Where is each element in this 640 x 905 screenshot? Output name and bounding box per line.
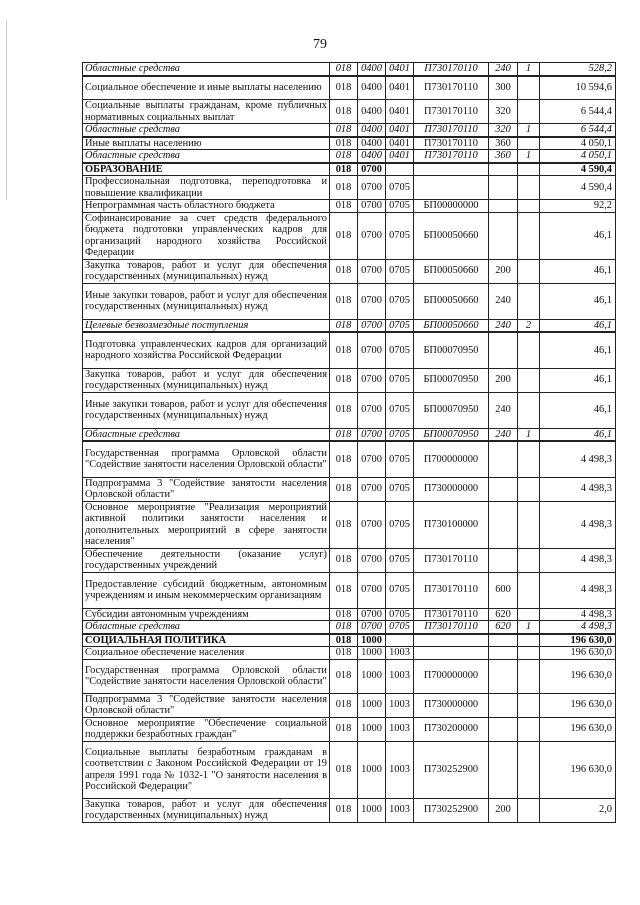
row-source-code	[518, 572, 540, 608]
row-source-code: 1	[518, 63, 540, 76]
row-expense-type: 360	[489, 150, 518, 163]
row-ved-code: 018	[330, 608, 358, 621]
row-target-code	[414, 163, 489, 176]
row-source-code	[518, 100, 540, 124]
row-amount: 4 050,1	[540, 137, 616, 150]
table-row	[83, 332, 616, 368]
row-source-code	[518, 200, 540, 213]
row-section-code: 0700	[358, 368, 386, 392]
table-row	[83, 659, 616, 693]
row-subsection-code: 1003	[386, 693, 414, 717]
row-target-code: П730170110	[414, 100, 489, 124]
row-section-code: 0400	[358, 137, 386, 150]
table-row	[83, 283, 616, 319]
row-section-code: 1000	[358, 659, 386, 693]
table-row	[83, 621, 616, 634]
row-subsection-code: 0705	[386, 319, 414, 332]
row-target-code: БП00070950	[414, 332, 489, 368]
table-row	[83, 212, 616, 259]
row-subsection-code: 0401	[386, 76, 414, 100]
row-name: Закупка товаров, работ и услуг для обеспечения государственных (муниципальных) нужд	[83, 259, 330, 283]
row-name: Иные выплаты населению	[83, 137, 330, 150]
row-ved-code: 018	[330, 798, 358, 822]
row-name: ОБРАЗОВАНИЕ	[83, 163, 330, 176]
row-section-code: 0700	[358, 608, 386, 621]
row-section-code: 0700	[358, 176, 386, 200]
table-row	[83, 176, 616, 200]
row-target-code: П730170110	[414, 137, 489, 150]
row-subsection-code: 0401	[386, 137, 414, 150]
row-amount: 196 630,0	[540, 741, 616, 798]
row-subsection-code: 0705	[386, 621, 414, 634]
row-source-code	[518, 798, 540, 822]
table-row	[83, 63, 616, 76]
row-subsection-code: 0705	[386, 259, 414, 283]
row-source-code: 1	[518, 428, 540, 441]
row-target-code: П730200000	[414, 717, 489, 741]
table-row	[83, 259, 616, 283]
row-section-code: 1000	[358, 647, 386, 660]
row-section-code: 0700	[358, 392, 386, 428]
row-name: Целевые безвозмездные поступления	[83, 319, 330, 332]
table-row	[83, 798, 616, 822]
row-target-code: П700000000	[414, 659, 489, 693]
row-section-code: 1000	[358, 634, 386, 647]
row-ved-code: 018	[330, 428, 358, 441]
row-amount: 46,1	[540, 368, 616, 392]
row-expense-type: 240	[489, 63, 518, 76]
row-name: Иные закупки товаров, работ и услуг для обеспечения государственных (муниципальных) нужд	[83, 283, 330, 319]
row-section-code: 1000	[358, 798, 386, 822]
row-subsection-code: 0705	[386, 572, 414, 608]
row-amount: 92,2	[540, 200, 616, 213]
row-section-code: 0700	[358, 428, 386, 441]
row-target-code: П730170110	[414, 621, 489, 634]
row-section-code: 0400	[358, 150, 386, 163]
table-row	[83, 76, 616, 100]
row-target-code: П730000000	[414, 693, 489, 717]
row-ved-code: 018	[330, 200, 358, 213]
row-expense-type: 240	[489, 428, 518, 441]
row-expense-type	[489, 212, 518, 259]
row-section-code: 0400	[358, 100, 386, 124]
row-name: Социальные выплаты безработным гражданам в соответствии с Законом Российской Федерации от 19 апреля 1991 года № 1032-1 "О занятости населения в Российской Федерации"	[83, 741, 330, 798]
row-name: Областные средства	[83, 63, 330, 76]
row-amount: 4 590,4	[540, 176, 616, 200]
row-ved-code: 018	[330, 259, 358, 283]
row-target-code: БП00050660	[414, 319, 489, 332]
row-section-code: 0700	[358, 621, 386, 634]
row-expense-type: 320	[489, 124, 518, 137]
row-ved-code: 018	[330, 283, 358, 319]
row-name: Софинансирование за счет средств федерального бюджета подготовки управленческих кадров для организаций народного хозяйства Российской Федерации	[83, 212, 330, 259]
row-name: Областные средства	[83, 124, 330, 137]
table-row	[83, 163, 616, 176]
row-expense-type	[489, 659, 518, 693]
row-target-code	[414, 176, 489, 200]
row-amount: 528,2	[540, 63, 616, 76]
row-expense-type: 200	[489, 798, 518, 822]
row-expense-type: 360	[489, 137, 518, 150]
row-section-code: 0700	[358, 283, 386, 319]
row-name: Государственная программа Орловской области "Содействие занятости населения Орловской области"	[83, 441, 330, 477]
row-section-code: 0400	[358, 124, 386, 137]
row-subsection-code: 0401	[386, 63, 414, 76]
row-source-code: 1	[518, 124, 540, 137]
row-ved-code: 018	[330, 63, 358, 76]
row-expense-type	[489, 741, 518, 798]
row-target-code: БП00070950	[414, 392, 489, 428]
row-amount: 6 544,4	[540, 100, 616, 124]
row-source-code	[518, 634, 540, 647]
row-subsection-code: 1003	[386, 741, 414, 798]
row-source-code	[518, 163, 540, 176]
row-ved-code: 018	[330, 332, 358, 368]
row-target-code: БП00050660	[414, 283, 489, 319]
row-section-code: 0400	[358, 63, 386, 76]
table-row	[83, 548, 616, 572]
row-subsection-code: 0705	[386, 368, 414, 392]
row-subsection-code: 0705	[386, 212, 414, 259]
row-section-code: 0700	[358, 319, 386, 332]
row-ved-code: 018	[330, 212, 358, 259]
row-amount: 196 630,0	[540, 647, 616, 660]
row-section-code: 1000	[358, 741, 386, 798]
row-source-code: 1	[518, 621, 540, 634]
row-section-code: 0400	[358, 76, 386, 100]
row-subsection-code: 0705	[386, 428, 414, 441]
row-section-code: 0700	[358, 572, 386, 608]
row-subsection-code: 0705	[386, 332, 414, 368]
row-subsection-code: 0401	[386, 124, 414, 137]
row-amount: 196 630,0	[540, 659, 616, 693]
table-row	[83, 572, 616, 608]
row-subsection-code: 1003	[386, 659, 414, 693]
row-name: Обеспечение деятельности (оказание услуг) государственных учреждений	[83, 548, 330, 572]
row-target-code: БП00050660	[414, 259, 489, 283]
row-expense-type	[489, 548, 518, 572]
row-ved-code: 018	[330, 150, 358, 163]
row-expense-type: 240	[489, 392, 518, 428]
row-name: Основное мероприятие "Обеспечение социальной поддержки безработных граждан"	[83, 717, 330, 741]
row-target-code: П730170110	[414, 63, 489, 76]
row-source-code	[518, 608, 540, 621]
row-expense-type	[489, 501, 518, 548]
row-amount: 196 630,0	[540, 717, 616, 741]
table-row	[83, 150, 616, 163]
row-amount: 4 498,3	[540, 501, 616, 548]
row-amount: 4 498,3	[540, 477, 616, 501]
row-ved-code: 018	[330, 572, 358, 608]
table-row	[83, 693, 616, 717]
row-ved-code: 018	[330, 176, 358, 200]
row-target-code: П730252900	[414, 798, 489, 822]
row-target-code: П730252900	[414, 741, 489, 798]
row-ved-code: 018	[330, 368, 358, 392]
row-section-code: 0700	[358, 441, 386, 477]
row-subsection-code: 0705	[386, 283, 414, 319]
row-subsection-code: 0705	[386, 200, 414, 213]
row-amount: 2,0	[540, 798, 616, 822]
row-ved-code: 018	[330, 441, 358, 477]
row-ved-code: 018	[330, 693, 358, 717]
table-row	[83, 647, 616, 660]
row-subsection-code: 0401	[386, 150, 414, 163]
row-expense-type	[489, 441, 518, 477]
row-source-code	[518, 477, 540, 501]
row-ved-code: 018	[330, 621, 358, 634]
budget-table	[82, 62, 616, 823]
row-source-code	[518, 441, 540, 477]
row-subsection-code: 0401	[386, 100, 414, 124]
row-ved-code: 018	[330, 548, 358, 572]
row-name: Социальные выплаты гражданам, кроме публичных нормативных социальных выплат	[83, 100, 330, 124]
row-amount: 4 498,3	[540, 572, 616, 608]
row-amount: 4 590,4	[540, 163, 616, 176]
row-expense-type: 620	[489, 608, 518, 621]
table-row	[83, 741, 616, 798]
row-subsection-code: 0705	[386, 548, 414, 572]
table-row	[83, 608, 616, 621]
row-expense-type: 300	[489, 76, 518, 100]
row-name: Подготовка управленческих кадров для организаций народного хозяйства Российской Федерации	[83, 332, 330, 368]
row-expense-type	[489, 634, 518, 647]
row-amount: 4 498,3	[540, 441, 616, 477]
row-expense-type	[489, 176, 518, 200]
row-ved-code: 018	[330, 717, 358, 741]
page-number: 79	[313, 37, 327, 52]
row-source-code	[518, 283, 540, 319]
row-ved-code: 018	[330, 647, 358, 660]
row-amount: 6 544,4	[540, 124, 616, 137]
row-target-code	[414, 634, 489, 647]
table-row	[83, 428, 616, 441]
row-ved-code: 018	[330, 392, 358, 428]
row-amount: 4 498,3	[540, 548, 616, 572]
row-name: Субсидии автономным учреждениям	[83, 608, 330, 621]
row-amount: 46,1	[540, 212, 616, 259]
row-target-code: П730170110	[414, 150, 489, 163]
row-subsection-code: 0705	[386, 608, 414, 621]
row-section-code: 0700	[358, 332, 386, 368]
row-target-code: П730170110	[414, 124, 489, 137]
row-expense-type	[489, 332, 518, 368]
row-source-code	[518, 259, 540, 283]
row-section-code: 1000	[358, 717, 386, 741]
row-name: Областные средства	[83, 150, 330, 163]
row-ved-code: 018	[330, 741, 358, 798]
row-expense-type: 620	[489, 621, 518, 634]
row-target-code: БП00000000	[414, 200, 489, 213]
table-row	[83, 634, 616, 647]
row-amount: 4 498,3	[540, 608, 616, 621]
row-source-code: 2	[518, 319, 540, 332]
row-source-code	[518, 212, 540, 259]
row-amount: 46,1	[540, 259, 616, 283]
table-row	[83, 137, 616, 150]
row-source-code	[518, 717, 540, 741]
row-source-code	[518, 368, 540, 392]
row-amount: 46,1	[540, 283, 616, 319]
row-section-code: 0700	[358, 477, 386, 501]
row-section-code: 0700	[358, 548, 386, 572]
row-target-code	[414, 647, 489, 660]
row-target-code: П730170110	[414, 572, 489, 608]
row-subsection-code: 1003	[386, 647, 414, 660]
row-subsection-code: 0705	[386, 477, 414, 501]
row-target-code: П730170110	[414, 76, 489, 100]
row-source-code	[518, 693, 540, 717]
row-ved-code: 018	[330, 124, 358, 137]
row-amount: 10 594,6	[540, 76, 616, 100]
row-target-code: П730100000	[414, 501, 489, 548]
table-body	[83, 63, 616, 823]
row-target-code: БП00050660	[414, 212, 489, 259]
row-section-code: 0700	[358, 259, 386, 283]
row-subsection-code	[386, 634, 414, 647]
row-subsection-code: 0705	[386, 392, 414, 428]
row-section-code: 0700	[358, 501, 386, 548]
row-target-code: П730170110	[414, 608, 489, 621]
row-subsection-code: 0705	[386, 176, 414, 200]
row-ved-code: 018	[330, 76, 358, 100]
row-ved-code: 018	[330, 659, 358, 693]
row-expense-type	[489, 647, 518, 660]
row-name: Подпрограмма 3 "Содействие занятости населения Орловской области"	[83, 693, 330, 717]
row-name: Закупка товаров, работ и услуг для обеспечения государственных (муниципальных) нужд	[83, 368, 330, 392]
row-target-code: П730000000	[414, 477, 489, 501]
row-name: Закупка товаров, работ и услуг для обеспечения государственных (муниципальных) нужд	[83, 798, 330, 822]
row-expense-type: 600	[489, 572, 518, 608]
row-name: Профессиональная подготовка, переподготовка и повышение квалификации	[83, 176, 330, 200]
table-row	[83, 501, 616, 548]
row-target-code: П730170110	[414, 548, 489, 572]
row-source-code: 1	[518, 150, 540, 163]
row-amount: 46,1	[540, 392, 616, 428]
row-source-code	[518, 332, 540, 368]
table-row	[83, 319, 616, 332]
row-ved-code: 018	[330, 477, 358, 501]
row-name: Государственная программа Орловской области "Содействие занятости населения Орловской области"	[83, 659, 330, 693]
row-expense-type: 200	[489, 368, 518, 392]
row-section-code: 1000	[358, 693, 386, 717]
row-section-code: 0700	[358, 212, 386, 259]
row-subsection-code: 0705	[386, 441, 414, 477]
row-source-code	[518, 741, 540, 798]
row-source-code	[518, 548, 540, 572]
table-row	[83, 368, 616, 392]
row-ved-code: 018	[330, 501, 358, 548]
row-expense-type: 200	[489, 259, 518, 283]
row-amount: 196 630,0	[540, 634, 616, 647]
row-ved-code: 018	[330, 100, 358, 124]
row-source-code	[518, 176, 540, 200]
row-expense-type	[489, 200, 518, 213]
row-name: Областные средства	[83, 621, 330, 634]
row-amount: 46,1	[540, 332, 616, 368]
row-name: Областные средства	[83, 428, 330, 441]
row-name: Социальное обеспечение населения	[83, 647, 330, 660]
row-expense-type: 320	[489, 100, 518, 124]
row-source-code	[518, 76, 540, 100]
row-name: Подпрограмма 3 "Содействие занятости населения Орловской области"	[83, 477, 330, 501]
row-section-code: 0700	[358, 200, 386, 213]
row-name: Предоставление субсидий бюджетным, автономным учреждениям и иным некоммерческим организациям	[83, 572, 330, 608]
row-section-code: 0700	[358, 163, 386, 176]
row-subsection-code	[386, 163, 414, 176]
table-row	[83, 200, 616, 213]
row-expense-type: 240	[489, 319, 518, 332]
row-name: Иные закупки товаров, работ и услуг для обеспечения государственных (муниципальных) нужд	[83, 392, 330, 428]
row-subsection-code: 1003	[386, 717, 414, 741]
row-target-code: П700000000	[414, 441, 489, 477]
row-name: Социальное обеспечение и иные выплаты населению	[83, 76, 330, 100]
table-row	[83, 100, 616, 124]
table-row	[83, 477, 616, 501]
row-expense-type	[489, 163, 518, 176]
row-amount: 196 630,0	[540, 693, 616, 717]
row-source-code	[518, 137, 540, 150]
row-target-code: БП00070950	[414, 428, 489, 441]
table-row	[83, 392, 616, 428]
row-source-code	[518, 501, 540, 548]
row-amount: 46,1	[540, 428, 616, 441]
row-amount: 4 498,3	[540, 621, 616, 634]
row-expense-type: 240	[489, 283, 518, 319]
row-subsection-code: 0705	[386, 501, 414, 548]
row-source-code	[518, 659, 540, 693]
row-expense-type	[489, 477, 518, 501]
row-ved-code: 018	[330, 163, 358, 176]
row-source-code	[518, 392, 540, 428]
table-row	[83, 717, 616, 741]
table-row	[83, 441, 616, 477]
row-subsection-code: 1003	[386, 798, 414, 822]
row-source-code	[518, 647, 540, 660]
row-target-code: БП00070950	[414, 368, 489, 392]
row-ved-code: 018	[330, 634, 358, 647]
row-ved-code: 018	[330, 137, 358, 150]
row-amount: 4 050,1	[540, 150, 616, 163]
row-name: Основное мероприятие "Реализация мероприятий активной политики занятости населения и дополнительных мероприятий в сфере занятости населения"	[83, 501, 330, 548]
row-ved-code: 018	[330, 319, 358, 332]
row-amount: 46,1	[540, 319, 616, 332]
table-row	[83, 124, 616, 137]
row-expense-type	[489, 693, 518, 717]
row-name: Непрограммная часть областного бюджета	[83, 200, 330, 213]
row-expense-type	[489, 717, 518, 741]
row-name: СОЦИАЛЬНАЯ ПОЛИТИКА	[83, 634, 330, 647]
